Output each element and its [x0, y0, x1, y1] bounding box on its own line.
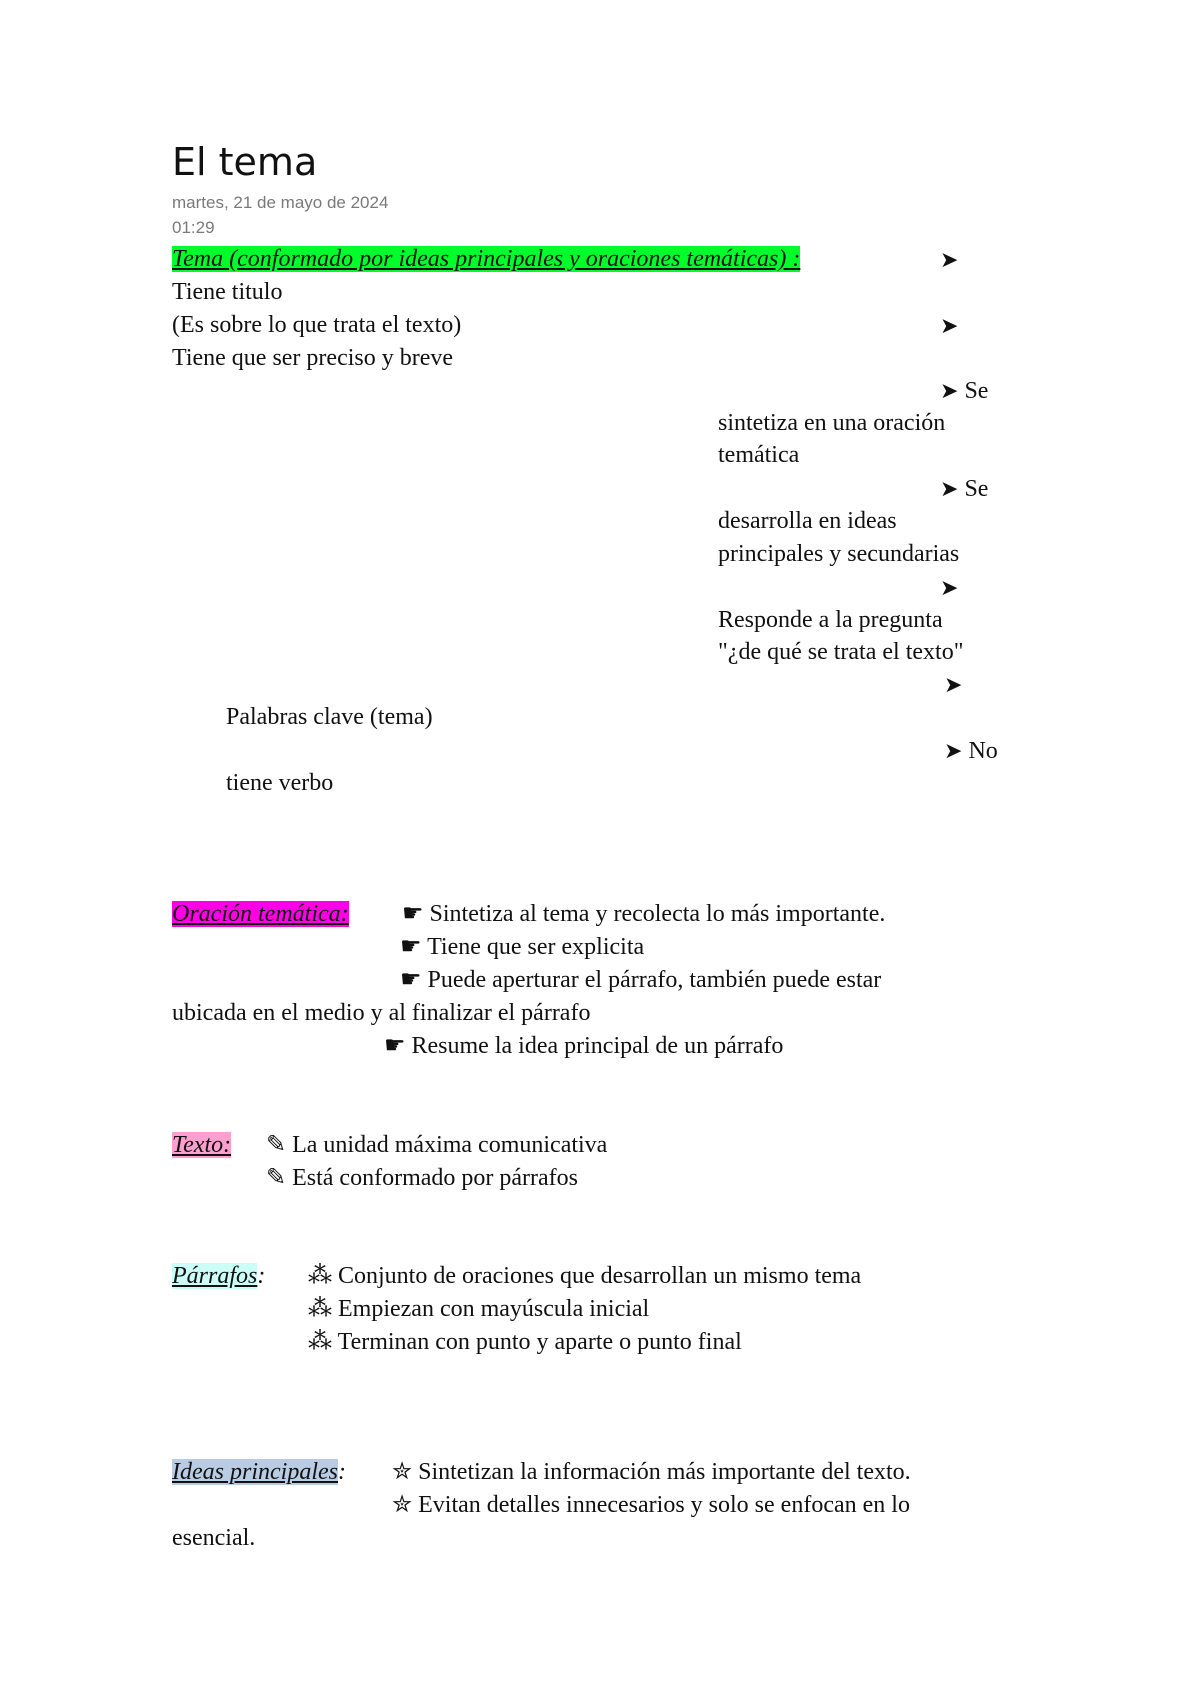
no-verb-line: tiene verbo — [226, 770, 334, 796]
pointing-hand-icon: ☛ — [384, 1033, 406, 1059]
pencil-icon: ✎ — [266, 1165, 287, 1191]
pointing-hand-icon: ☛ — [400, 967, 422, 993]
arrow-icon: ➤ — [940, 476, 959, 501]
page-date: martes, 21 de mayo de 2024 — [172, 193, 389, 212]
oracion-item-3: ☛ Puede aperturar el párrafo, también puede estar — [400, 967, 882, 993]
parrafos-item-1: ⁂ Conjunto de oraciones que desarrollan un mismo tema — [308, 1263, 862, 1289]
arrow-icon: ➤ — [940, 247, 959, 272]
ideas-item-1: ✮ Sintetizan la información más importante del texto. — [392, 1459, 911, 1485]
oracion-item-1: ☛ Sintetiza al tema y recolecta lo más importante. — [402, 901, 886, 927]
right-item-5-first: No — [968, 738, 998, 764]
tema-line-1: Tiene titulo — [172, 279, 283, 305]
arrow-icon: ➤ — [944, 738, 963, 763]
texto-label: Texto: — [172, 1132, 232, 1158]
right-item-1-line-2: temática — [718, 442, 800, 468]
texto-label-wrap — [172, 1129, 231, 1162]
right-item-1-head — [940, 374, 988, 408]
ideas-label: Ideas principales — [172, 1459, 338, 1485]
right-item-2-head — [940, 472, 988, 506]
parrafos-item-2: ⁂ Empiezan con mayúscula inicial — [308, 1296, 650, 1322]
ideas-item-2: ✮ Evitan detalles innecesarios y solo se enfocan en lo — [392, 1492, 910, 1518]
parrafos-label-wrap — [172, 1260, 265, 1293]
tema-line-3: Tiene que ser preciso y breve — [172, 345, 454, 371]
arrow-icon: ➤ — [940, 313, 959, 338]
right-item-1-line-1: sintetiza en una oración — [718, 410, 946, 436]
asterism-icon: ⁂ — [308, 1263, 332, 1289]
page-title: El tema — [172, 140, 318, 184]
asterism-icon: ⁂ — [308, 1329, 332, 1355]
parrafos-item-3: ⁂ Terminan con punto y aparte o punto final — [308, 1329, 742, 1355]
texto-item-1: ✎ La unidad máxima comunicativa — [266, 1132, 608, 1158]
tema-section — [172, 243, 800, 276]
pointing-hand-icon: ☛ — [402, 901, 424, 927]
texto-item-2: ✎ Está conformado por párrafos — [266, 1165, 578, 1191]
tema-line-2: (Es sobre lo que trata el texto) — [172, 312, 462, 338]
tema-label: Tema (conformado por ideas principales y oraciones temáticas) : — [172, 246, 801, 272]
oracion-label-wrap — [172, 898, 349, 931]
ideas-colon: : — [337, 1459, 346, 1485]
oracion-item-4: ☛ Resume la idea principal de un párrafo — [384, 1033, 784, 1059]
right-item-2-line-2: principales y secundarias — [718, 541, 960, 567]
parrafos-colon: : — [257, 1263, 266, 1289]
arrow-icon: ➤ — [940, 575, 959, 600]
arrow-icon: ➤ — [944, 672, 963, 697]
right-item-2-line-1: desarrolla en ideas — [718, 508, 897, 534]
pencil-icon: ✎ — [266, 1132, 287, 1158]
right-item-1-first: Se — [964, 378, 989, 404]
right-item-5-head — [944, 734, 998, 768]
oracion-label: Oración temática: — [172, 901, 349, 927]
page-time: 01:29 — [172, 218, 215, 237]
star-icon: ✮ — [392, 1492, 413, 1518]
asterism-icon: ⁂ — [308, 1296, 332, 1322]
ideas-label-wrap — [172, 1456, 346, 1489]
keywords-line: Palabras clave (tema) — [226, 704, 433, 730]
pointing-hand-icon: ☛ — [400, 934, 422, 960]
ideas-item-2-wrap: esencial. — [172, 1525, 256, 1551]
oracion-item-2: ☛ Tiene que ser explicita — [400, 934, 645, 960]
parrafos-label: Párrafos — [172, 1263, 258, 1289]
star-icon: ✮ — [392, 1459, 413, 1485]
right-item-2-first: Se — [964, 476, 989, 502]
arrow-icon: ➤ — [940, 378, 959, 403]
right-item-3-line-2: "¿de qué se trata el texto" — [718, 639, 964, 665]
oracion-item-3-wrap: ubicada en el medio y al finalizar el párrafo — [172, 1000, 591, 1026]
right-item-3-line-1: Responde a la pregunta — [718, 607, 943, 633]
